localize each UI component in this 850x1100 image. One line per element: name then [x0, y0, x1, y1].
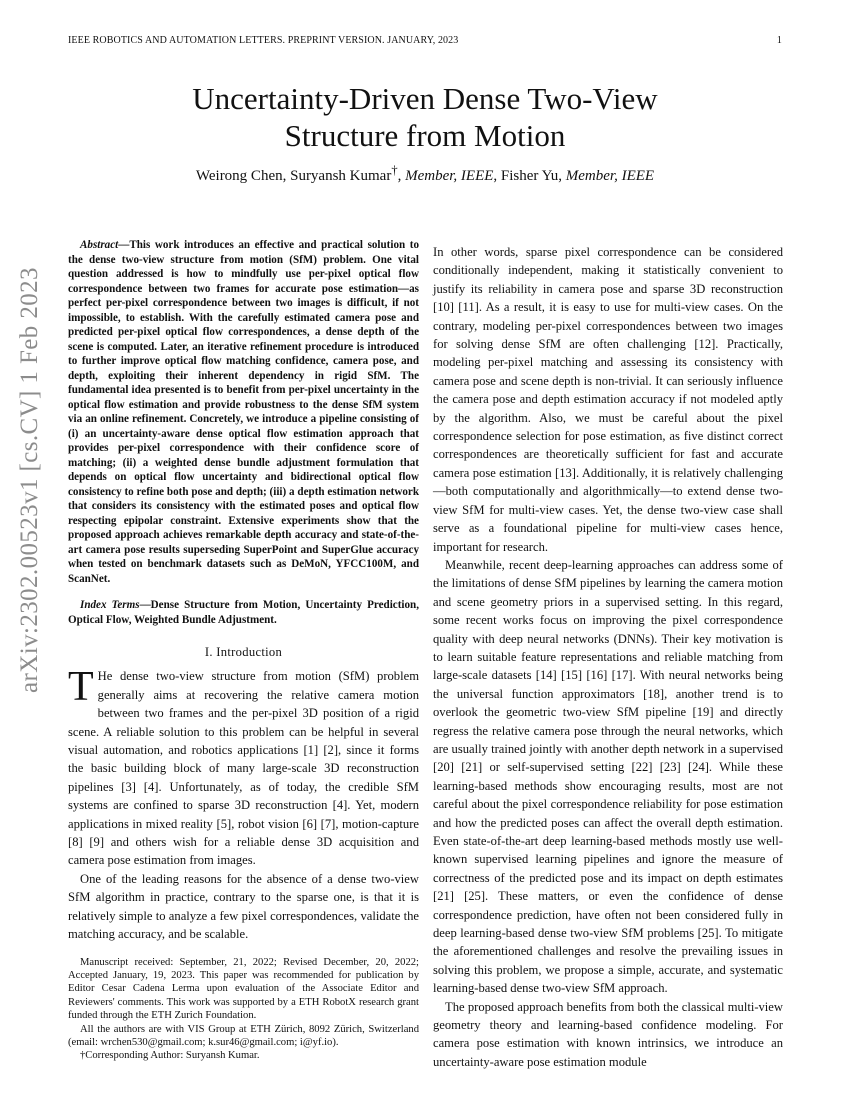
arxiv-stamp — [16, 266, 43, 693]
index-terms-label: Index Terms — [80, 599, 140, 611]
author-role-2: Member, IEEE — [565, 168, 655, 184]
journal-name: IEEE ROBOTICS AND AUTOMATION LETTERS. PREPRINT VERSION. JANUARY, 2023 — [68, 35, 459, 46]
intro-paragraph-1 — [68, 664, 419, 869]
right-paragraph-2: Meanwhile, recent deep-learning approaches can address some of the limitations of dense SfM pipelines by learning the camera motion and scene geometry priors in a supervised setting. In this regard, some recent works focus on improving the pixel correspondence quality with deep neural networks (DNNs). Their key motivation is to learn suitable feature representations and reliable matching from large-scale datasets [14] [15] [16] [17]. With neural networks being the universal function approximators [18], another trend is to overlook the geometric two-view SfM pipeline [19] and directly regress the relative camera pose through the neural networks, which are usually trained jointly with another depth network in a supervised [20] [21] or self-supervised setting [22] [23] [24]. While these learning-based methods show encouraging results, most are not careful about the pixel correspondence reliability for pose estimation and how the predicted poses can affect the overall depth estimation. Even state-of-the-art deep learning-based methods mostly use well-known supervised learning pipelines and ignore the measure of correctness of the predicted pose and its impact on depth estimates [21] [25]. These matters, or even the confidence of dense correspondence prediction, have often not been considered fully in deep learning-based dense two-view SfM problems [25]. To mitigate the aforementioned challenges and resolve the prevailing issues in solving this problem, we propose a simple, accurate, and systematic learning-based dense two-view SfM approach. — [433, 557, 783, 996]
paper-title — [0, 80, 850, 154]
author-names-2: , Fisher Yu, — [493, 168, 566, 184]
arxiv-id: arXiv:2302.00523v1 [cs.CV] 1 Feb 2023 — [16, 266, 43, 693]
abstract-label: Abstract — [80, 239, 119, 251]
author-role-1: Member, IEEE — [405, 168, 494, 184]
running-head — [68, 35, 782, 46]
title-line-1: Uncertainty-Driven Dense Two-View — [192, 81, 658, 116]
drop-cap: T — [68, 664, 94, 711]
page-number: 1 — [776, 35, 782, 46]
title-line-2: Structure from Motion — [284, 118, 566, 153]
footnotes — [68, 956, 419, 1063]
right-column — [433, 243, 783, 1071]
section-heading-introduction: I. Introduction — [204, 645, 283, 659]
footnote-manuscript: Manuscript received: September, 21, 2022; Revised December, 20, 2022; Accepted January, 19, 2023. This paper was recommended for publication by Editor Cesar Cadena Lerma upon evaluation of the Associate Editor and Reviewers' comments. This work was supported by a ETH RobotX research grant funded through the ETH Zurich Foundation. — [68, 956, 419, 1022]
footnote-affiliation: All the authors are with VIS Group at ETH Zürich, 8092 Zürich, Switzerland (email: wrchen530@gmail.com; k.sur46@gmail.com; i@yf.io). — [68, 1023, 419, 1048]
dagger-mark: † — [391, 163, 398, 177]
author-names-1: Weirong Chen, Suryansh Kumar — [195, 168, 392, 184]
right-paragraph-3: The proposed approach benefits from both the classical multi-view geometry theory and learning-based confidence modeling. For camera pose estimation with known intrinsics, we introduce an uncertainty-aware pose estimation module — [433, 999, 783, 1069]
index-terms — [68, 598, 419, 627]
right-paragraph-1: In other words, sparse pixel correspondence can be considered conditionally independent, making it statistically convenient to justify its reliability in camera pose and sparse 3D reconstruction [10] [11]. As a result, it is easy to use for multi-view cases. On the contrary, modeling per-pixel correspondences between two images for solving dense SfM are often challenging [12]. Practically, modeling per-pixel matching and assessing its consistency with camera pose and scene depth is non-trivial. It can seriously influence the camera pose and depth estimation accuracy if not modeled aptly by the algorithm. Also, we must be careful about the pixel correspondence selection for pose estimation, as five distinct correct correspondences are theoretically sufficient for fast and accurate camera pose estimation [13]. Additionally, it is relatively challenging—both computationally and algorithmically—to extend dense two-view SfM for multi-view cases. Yet, the dense two-view case shall serve as a foundational pipeline for multi-view cases hence, important for research. — [433, 245, 783, 554]
abstract-text: —This work introduces an effective and practical solution to the dense two-view structure from motion (SfM) problem. One vital question addressed is how to mindfully use per-pixel optical flow correspondence between two frames for accurate pose estimation—as perfect per-pixel correspondence between two images is difficult, if not impossible, to establish. With the carefully estimated camera pose and predicted per-pixel optical flow correspondences, a dense depth of the scene is computed. Later, an iterative refinement procedure is introduced to further improve optical flow matching confidence, camera pose, and depth, exploiting their inherent dependency in rigid SfM. The fundamental idea presented is to benefit from per-pixel uncertainty in the optical flow estimation and provide robustness to the dense SfM system via an online refinement. Concretely, we introduce a pipeline consisting of (i) an uncertainty-aware dense optical flow estimation approach that provides per-pixel correspondence with their confidence score of matching; (ii) a weighted dense bundle adjustment formulation that depends on optical flow uncertainty and bidirectional optical flow consistency to refine both pose and depth; (iii) a depth estimation network that considers its consistency with the estimated poses and optical flow respecting epipolar constraint. Extensive experiments show that the proposed approach achieves remarkable depth accuracy and state-of-the-art camera pose results superseding SuperPoint and SuperGlue accuracy when tested on benchmark datasets such as DeMoN, YFCC100M, and ScanNet. — [68, 239, 419, 585]
abstract — [68, 238, 419, 586]
index-terms-text: —Dense Structure from Motion, Uncertainty Prediction, Optical Flow, Weighted Bundle Adjustment. — [68, 599, 419, 626]
intro-paragraph-1-text: He dense two-view structure from motion (SfM) problem generally aims at recovering the relative camera motion between two frames and the per-pixel 3D position of a rigid scene. A reliable solution to this problem can be helpful in several visual automation, and robotics applications [1] [2], since it forms the basic building block of many large-scale 3D reconstruction pipelines [3] [4]. Unfortunately, as of today, the credible SfM systems are confined to sparse 3D reconstruction [4]. Yet, modern applications in mixed reality [5], robot vision [6] [7], motion-capture [8] [9] and others wish for a reliable dense 3D acquisition and camera pose estimation from images. — [68, 669, 419, 868]
footnote-corresponding: †Corresponding Author: Suryansh Kumar. — [80, 1050, 260, 1062]
author-list — [0, 163, 850, 185]
intro-paragraph-2: One of the leading reasons for the absence of a dense two-view SfM algorithm in practice, contrary to the sparse one, is that it is relatively simple to analyze a few pixel correspondences, validate the matching accuracy, and be scalable. — [68, 871, 419, 942]
left-column — [68, 238, 419, 1063]
author-sep: , — [397, 168, 406, 184]
